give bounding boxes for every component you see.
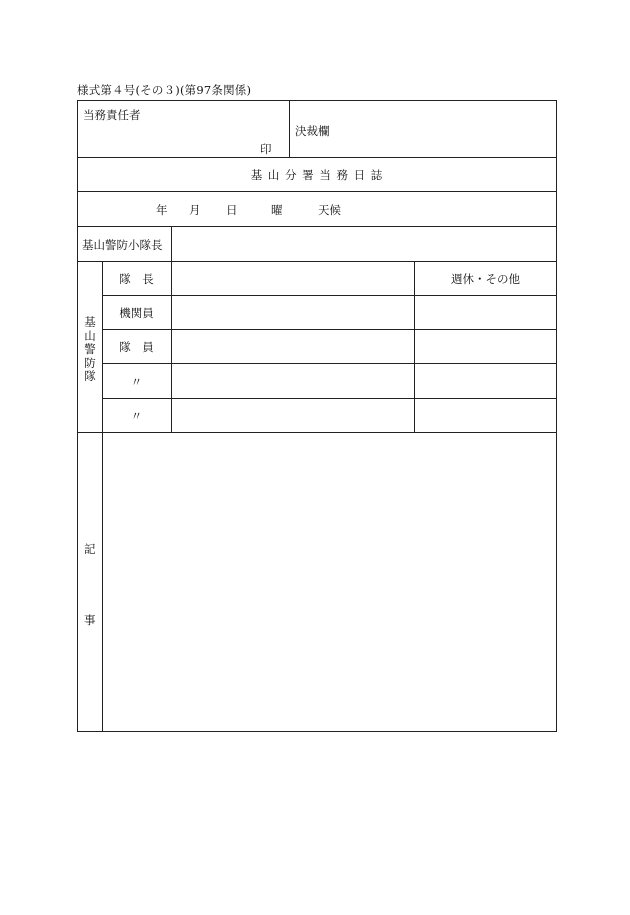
divider xyxy=(102,295,557,296)
role-label: 〃 xyxy=(130,375,143,389)
notes-field[interactable] xyxy=(103,433,556,731)
role-label: 隊 員 xyxy=(119,340,154,354)
year-label: 年 xyxy=(156,203,168,217)
divider xyxy=(171,261,172,432)
divider xyxy=(102,329,557,330)
responsible-label: 当務責任者 xyxy=(83,108,141,122)
divider xyxy=(77,157,557,158)
weather-label: 天候 xyxy=(318,203,341,217)
form-number-label: 様式第４号(その３)(第97条関係) xyxy=(77,83,252,97)
day-label: 日 xyxy=(226,203,238,217)
divider xyxy=(102,398,557,399)
role-label: 隊 長 xyxy=(119,272,154,286)
document-title: 基 山 分 署 当 務 日 誌 xyxy=(250,168,384,182)
role-label: 〃 xyxy=(130,409,143,423)
notes-label-bottom: 事 xyxy=(84,613,96,627)
squad-leader-field[interactable] xyxy=(172,227,556,261)
notes-label-top: 記 xyxy=(84,542,96,556)
divider xyxy=(289,100,290,158)
seal-mark: 印 xyxy=(260,142,272,156)
squad-leader-label: 基山警防小隊長 xyxy=(82,238,163,252)
date-row[interactable] xyxy=(77,192,557,226)
approval-label: 決裁欄 xyxy=(295,124,330,138)
role-label: 機関員 xyxy=(119,306,154,320)
month-label: 月 xyxy=(189,203,201,217)
team-group-label: 基山警防隊 xyxy=(84,315,96,383)
other-header: 週休・その他 xyxy=(451,272,520,286)
divider xyxy=(102,363,557,364)
divider xyxy=(77,261,557,262)
weekday-label: 曜 xyxy=(271,203,283,217)
